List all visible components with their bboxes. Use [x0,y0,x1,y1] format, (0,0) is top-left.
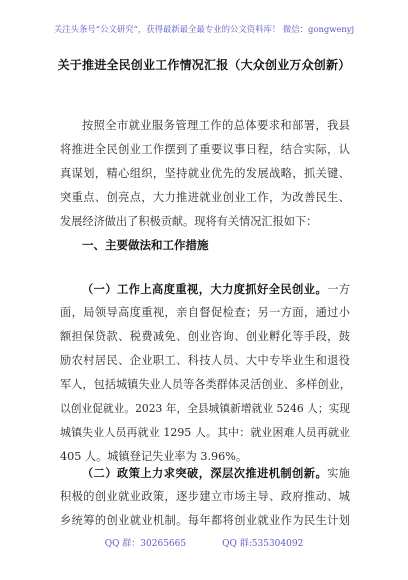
intro-line: 突重点、创亮点，大力推进就业创业工作，为改善民生、 [60,191,350,204]
intro-paragraph [60,114,350,234]
item-2-lead: （二）政策上力求突破，深层次推进机制创新。 [82,466,328,480]
footer [0,536,408,549]
intro-line: 将推进全民创业工作摆到了重要议事日程，结合实际，认 [60,143,350,156]
item-2-line: 乡统筹的创业就业机制。每年都将创业就业作为民生计划 [60,514,350,527]
item-1-line: 军人，包括城镇失业人员等各类群体灵活创业、多样创业， [60,378,351,391]
item-2-paragraph [60,461,350,533]
item-1-lead: （一）工作上高度重视，大力度抓好全民创业。 [82,282,328,296]
item-1-line: 额担保贷款、税费减免、创业咨询、创业孵化等手段，鼓 [60,330,350,343]
item-1-line: 405 人。城镇登记失业率为 3.96%。 [60,450,248,463]
item-1-line: 面，局领导高度重视，亲自督促检查；另一方面，通过小 [60,306,350,319]
item-2-lead-line [60,461,350,485]
footer-qq-group-1: QQ 群：30265665 [104,539,187,549]
item-1-line: 励农村居民、企业职工、科技人员、大中专毕业生和退役 [60,354,350,367]
item-1-lead-line [60,277,350,301]
footer-qq-group-2: QQ 群:535304092 [222,539,304,549]
section-heading: 一、主要做法和工作措施 [82,238,209,252]
item-1-lead-tail: 一方 [327,283,350,296]
item-2-lead-tail: 实施 [327,467,350,480]
document-title: 关于推进全民创业工作情况汇报（大众创业万众创新） [57,58,351,72]
intro-line: 按照全市就业服务管理工作的总体要求和部署，我县 [82,119,350,132]
item-1-paragraph [60,277,350,469]
top-banner: 关注头条号“公文研究”，获得最新最全最专业的公文资料库！ 微信：gongwenyj [53,24,355,34]
item-1-line: 以创业促就业。2023 年，全县城镇新增就业 5246 人；实现 [60,402,350,415]
item-1-line: 城镇失业人员再就业 1295 人。其中：就业困难人员再就业 [60,426,350,439]
intro-line: 发展经济做出了积极贡献。现将有关情况汇报如下： [60,215,318,228]
item-2-line: 积极的创业就业政策，逐步建立市场主导、政府推动、城 [60,490,350,503]
intro-line: 真谋划，精心组织，坚持就业优先的发展战略，抓关键、 [60,167,350,180]
